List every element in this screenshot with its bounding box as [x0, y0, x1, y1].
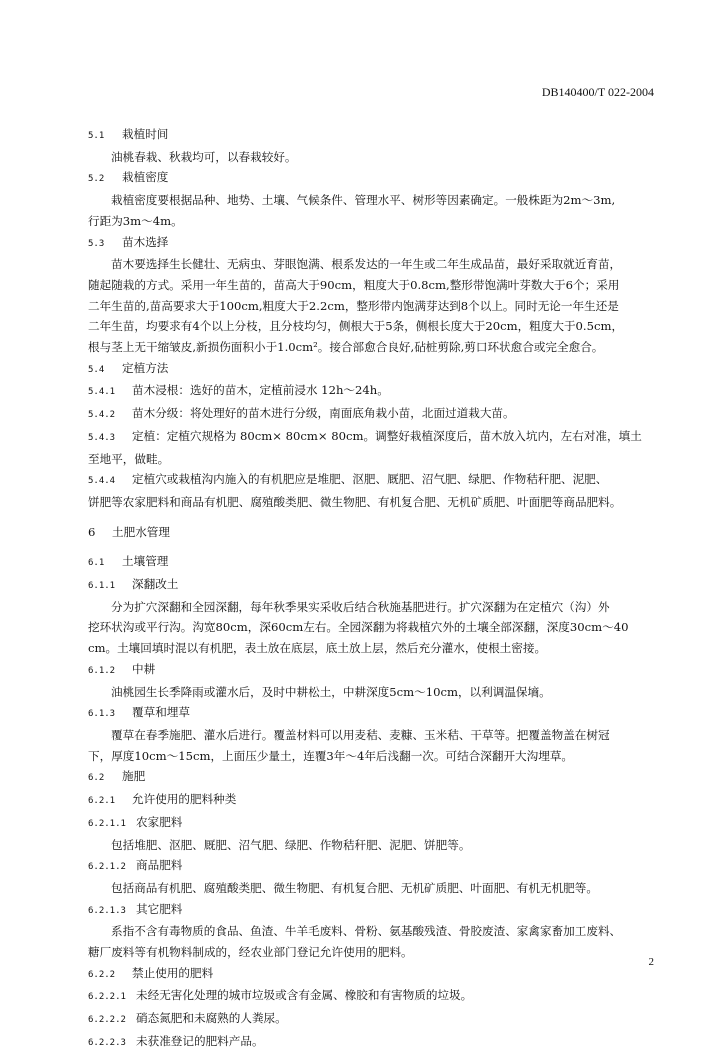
- chapter-title: 土肥水管理: [112, 524, 170, 539]
- page-number: 2: [648, 956, 654, 968]
- section-heading: [88, 766, 662, 789]
- clause-number: 6.2.2.1: [88, 992, 126, 1003]
- clause-line: [88, 1008, 662, 1031]
- clause-heading: [88, 855, 662, 878]
- paragraph-line: 包括商品有机肥、腐殖酸类肥、微生物肥、有机复合肥、无机矿质肥、叶面肥、有机无机肥等。: [111, 880, 598, 895]
- subsection-title: 禁止使用的肥料: [132, 965, 214, 980]
- clause-number: 5.4.4: [88, 476, 116, 487]
- section-heading: [88, 124, 662, 147]
- clause-line: [88, 403, 662, 426]
- subsection-number: 6.1.3: [88, 709, 116, 720]
- section-number: 5.1: [88, 131, 105, 141]
- subsection-title: 中耕: [132, 661, 156, 676]
- paragraph-line: 油桃春栽、秋栽均可，以春栽较好。: [111, 149, 297, 164]
- subsection-heading: [88, 963, 662, 986]
- clause-number: 6.2.1.3: [88, 905, 126, 916]
- clause-number: 5.4.3: [88, 432, 116, 443]
- paragraph-line: 行距为3m～4m。: [88, 213, 183, 228]
- section-number: 6.1: [88, 558, 105, 569]
- section-title: 定植方法: [122, 360, 169, 375]
- paragraph-line: 覆草在春季施肥、灌水后进行。覆盖材料可以用麦秸、麦糠、玉米秸、干草等。把覆盖物盖在树冠: [111, 727, 610, 742]
- paragraph-line: 至地平，做畦。: [88, 451, 170, 466]
- paragraph-line: 分为扩穴深翻和全园深翻，每年秋季果实采收后结合秋施基肥进行。扩穴深翻为在定植穴（沟）外: [111, 599, 610, 614]
- clause-text: 硝态氮肥和未腐熟的人粪尿。: [136, 1011, 287, 1026]
- section-heading: [88, 551, 662, 574]
- paragraph-line: 包括堆肥、沤肥、厩肥、沼气肥、绿肥、作物秸秆肥、泥肥、饼肥等。: [111, 837, 471, 852]
- clause-heading: [88, 812, 662, 835]
- clause-line: [88, 380, 662, 403]
- subsection-number: 6.1.2: [88, 665, 116, 676]
- subsection-title: 覆草和埋草: [132, 705, 190, 720]
- section-number: 5.4: [88, 364, 105, 375]
- subsection-title: 允许使用的肥料种类: [132, 792, 237, 807]
- paragraph-line: 油桃园生长季降雨或灌水后，及时中耕松土，中耕深度5cm～10cm，以利调温保墒。: [111, 684, 551, 699]
- paragraph-line: 根与茎上无干缩皱皮,新损伤面积小于1.0cm²。接合部愈合良好,砧桩剪除,剪口环状愈合或完全愈合。: [88, 340, 604, 355]
- clause-text: 苗木分级：将处理好的苗木进行分级，南面底角栽小苗，北面过道栽大苗。: [132, 406, 515, 421]
- subsection-heading: [88, 789, 662, 812]
- subsection-title: 深翻改土: [132, 577, 179, 592]
- section-number: 5.2: [88, 174, 105, 185]
- clause-heading: [88, 899, 662, 922]
- section-title: 施肥: [122, 769, 146, 784]
- clause-line: [88, 1031, 662, 1054]
- paragraph-line: 下，厚度10cm～15cm，上面压少量土，连覆3年～4年后浅翻一次。可结合深翻开大沟埋草。: [88, 748, 574, 763]
- paragraph-line: 栽植密度要根据品种、地势、土壤、气候条件、管理水平、树形等因素确定。一般株距为2m～3m,: [111, 193, 616, 208]
- clause-number: 6.2.2.3: [88, 1037, 126, 1048]
- section-heading: [88, 358, 662, 381]
- clause-number: 6.2.1.1: [88, 818, 126, 829]
- subsection-number: 6.2.1: [88, 796, 116, 807]
- paragraph-line: 糖厂废料等有机物料制成的，经农业部门登记允许使用的肥料。: [88, 945, 413, 960]
- clause-title: 商品肥料: [136, 858, 183, 873]
- clause-line: [88, 469, 662, 492]
- paragraph-line: 苗木要选择生长健壮、无病虫、芽眼饱满、根系发达的一年生或二年生成品苗，最好采取就近育苗，: [111, 257, 622, 272]
- paragraph-line: 系指不含有毒物质的食品、鱼渣、牛羊毛废料、骨粉、氨基酸残渣、骨胶废渣、家禽家畜加工废料、: [111, 924, 622, 939]
- clause-number: 6.2.1.2: [88, 862, 126, 873]
- section-title: 土壤管理: [122, 554, 169, 569]
- chapter-number: 6: [88, 524, 96, 539]
- clause-number: 5.4.2: [88, 410, 116, 421]
- section-title: 栽植时间: [122, 127, 169, 141]
- section-heading: [88, 232, 662, 255]
- clause-number: 5.4.1: [88, 387, 116, 398]
- subsection-number: 6.2.2: [88, 969, 116, 980]
- subsection-heading: [88, 659, 662, 682]
- paragraph-line: 饼肥等农家肥料和商品有机肥、腐殖酸类肥、微生物肥、有机复合肥、无机矿质肥、叶面肥等商品肥料。: [88, 494, 622, 509]
- document-code: DB140400/T 022-2004: [541, 85, 654, 99]
- section-heading: [88, 167, 662, 190]
- paragraph-line: 随起随栽的方式。采用一年生苗的，苗高大于90cm，粗度大于0.8cm,整形带饱满叶芽数大于6个；采用: [88, 277, 620, 292]
- document-body: [88, 124, 662, 1054]
- clause-text: 未获准登记的肥料产品。: [136, 1033, 264, 1048]
- section-number: 5.3: [88, 238, 105, 249]
- paragraph-line: 二年生苗的,苗高要求大于100cm,粗度大于2.2cm，整形带内饱满芽达到8个以上。同时无论一年生还是: [88, 298, 619, 313]
- clause-number: 6.2.2.2: [88, 1015, 126, 1026]
- clause-title: 其它肥料: [136, 901, 183, 916]
- section-number: 6.2: [88, 773, 105, 784]
- section-title: 栽植密度: [122, 170, 169, 185]
- paragraph-line: cm。土壤回填时混以有机肥，表土放在底层，底土放上层，然后充分灌水，使根土密接。: [88, 641, 547, 656]
- paragraph-line: 挖环状沟或平行沟。沟宽80cm，深60cm左右。全园深翻为将栽植穴外的土壤全部深翻，深度30cm～40: [88, 620, 629, 635]
- chapter-heading: [88, 522, 662, 543]
- subsection-heading: [88, 574, 662, 597]
- subsection-heading: [88, 702, 662, 725]
- paragraph-line: 二年生苗，均要求有4个以上分枝，且分枝均匀，侧根大于5条，侧根长度大于20cm，粗度大于0.5cm，: [88, 319, 624, 334]
- clause-line: [88, 985, 662, 1008]
- clause-text: 定植：定植穴规格为 80cm× 80cm× 80cm。调整好栽植深度后，苗木放入坑内，左右对准，填土: [132, 428, 642, 443]
- subsection-number: 6.1.1: [88, 581, 116, 592]
- clause-title: 农家肥料: [136, 814, 183, 829]
- clause-text: 定植穴或栽植沟内施入的有机肥应是堆肥、沤肥、厩肥、沼气肥、绿肥、作物秸秆肥、泥肥、: [132, 472, 608, 487]
- clause-text: 未经无害化处理的城市垃圾或含有金属、橡胶和有害物质的垃圾。: [136, 988, 473, 1003]
- clause-line: [88, 426, 662, 449]
- clause-text: 苗木浸根：选好的苗木，定植前浸水 12h～24h。: [132, 383, 389, 398]
- section-title: 苗木选择: [122, 234, 169, 249]
